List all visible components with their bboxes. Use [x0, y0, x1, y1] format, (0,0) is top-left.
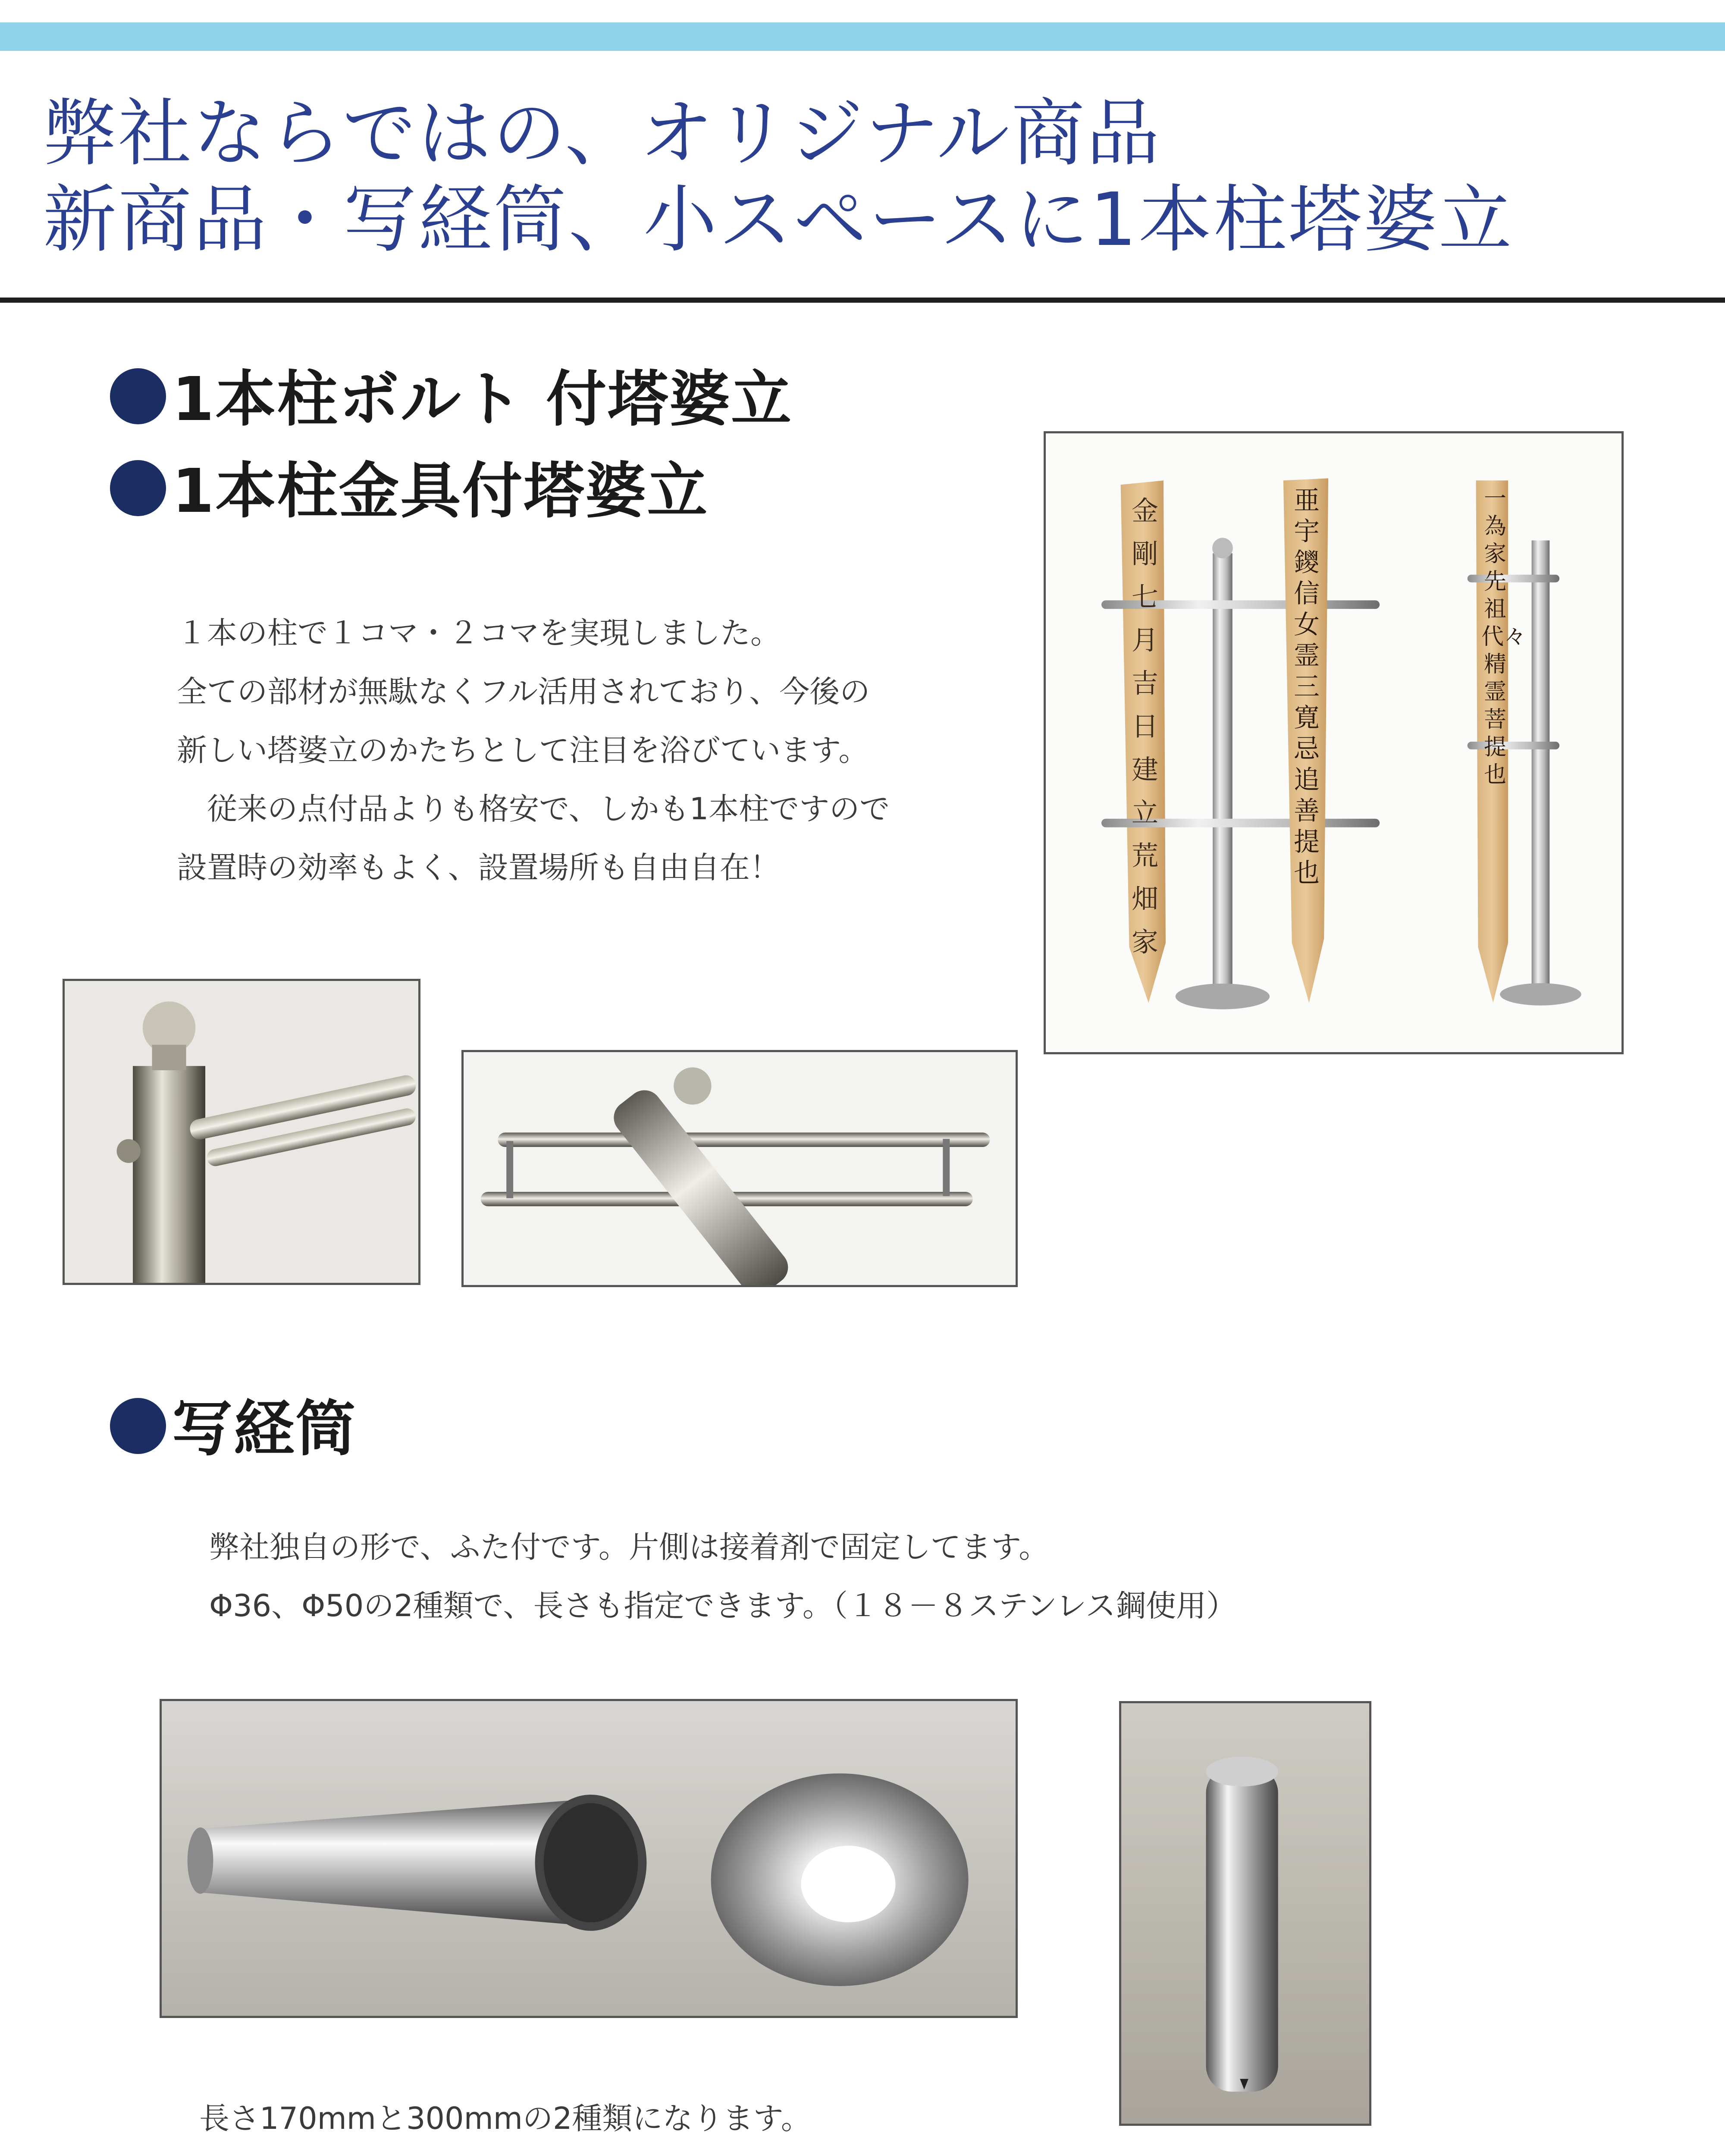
toba-desc-line: 設置時の効率もよく、設置場所も自由自在！	[177, 850, 780, 885]
toba-inscription-char: 七月	[1131, 581, 1158, 656]
shakyo-desc-line: 弊社独自の形で、ふた付です。片側は接着剤で固定してます。	[209, 1529, 1049, 1565]
heading-fitting-toba: 1本柱金具付塔婆立	[110, 459, 709, 524]
header-line-2: 新商品・写経筒、小スペースに1本柱塔婆立	[43, 177, 1514, 263]
top-stripe	[0, 22, 1725, 51]
toba-board-middle: 亜宇鑁 信女 霊 三寛 忌 追善 提也	[1294, 486, 1320, 888]
header-title	[43, 91, 1682, 263]
toba-desc-line: 新しい塔婆立のかたちとして注目を浴びています。	[177, 733, 869, 768]
toba-inscription-char: 建立	[1131, 754, 1158, 828]
toba-inscription-char: 荒畑	[1131, 840, 1158, 915]
lengths-note: 長さ170mmと300mmの2種類になります。	[199, 2101, 811, 2136]
toba-desc-line: １本の柱で１コマ・２コマを実現しました。	[177, 615, 781, 651]
header-line-1: 弊社ならではの、オリジナル商品	[43, 91, 1162, 176]
toba-desc-line: 従来の点付品よりも格安で、しかも1本柱ですので	[177, 791, 890, 827]
toba-stand-photo	[1044, 431, 1624, 1054]
bullet-icon	[110, 368, 166, 424]
toba-inscription-char: 金剛	[1131, 495, 1158, 570]
toba-board-left	[1128, 489, 1162, 964]
shakyo-description	[209, 1518, 1236, 1635]
heading-bolt-toba: 1本柱ボルト 付塔婆立	[110, 367, 793, 432]
heading-shakyo-tube: 写経筒	[110, 1397, 357, 1462]
case-note	[254, 2145, 624, 2156]
bullet-icon	[110, 1398, 166, 1454]
shakyo-tube-open-photo	[160, 1699, 1018, 2018]
shakyo-desc-line: Φ36、Φ50の2種類で、長さも指定できます。（１８－８ステンレス鋼使用）	[209, 1588, 1237, 1623]
toba-description	[177, 604, 890, 897]
toba-board-right: 一 為 家 先祖代々 精霊 菩提 也	[1481, 486, 1527, 788]
toba-inscription-char: 吉日	[1131, 667, 1158, 742]
toba-desc-line: 全ての部材が無駄なくフル活用されており、今後の	[177, 674, 870, 709]
bullet-icon	[110, 460, 166, 516]
fitting-closeup-photo	[63, 979, 420, 1285]
toba-inscription-char: 家	[1131, 926, 1158, 958]
header-divider	[0, 298, 1725, 303]
shakyo-tube-closed-photo	[1119, 1701, 1371, 2126]
fitting-wide-photo	[461, 1050, 1018, 1287]
